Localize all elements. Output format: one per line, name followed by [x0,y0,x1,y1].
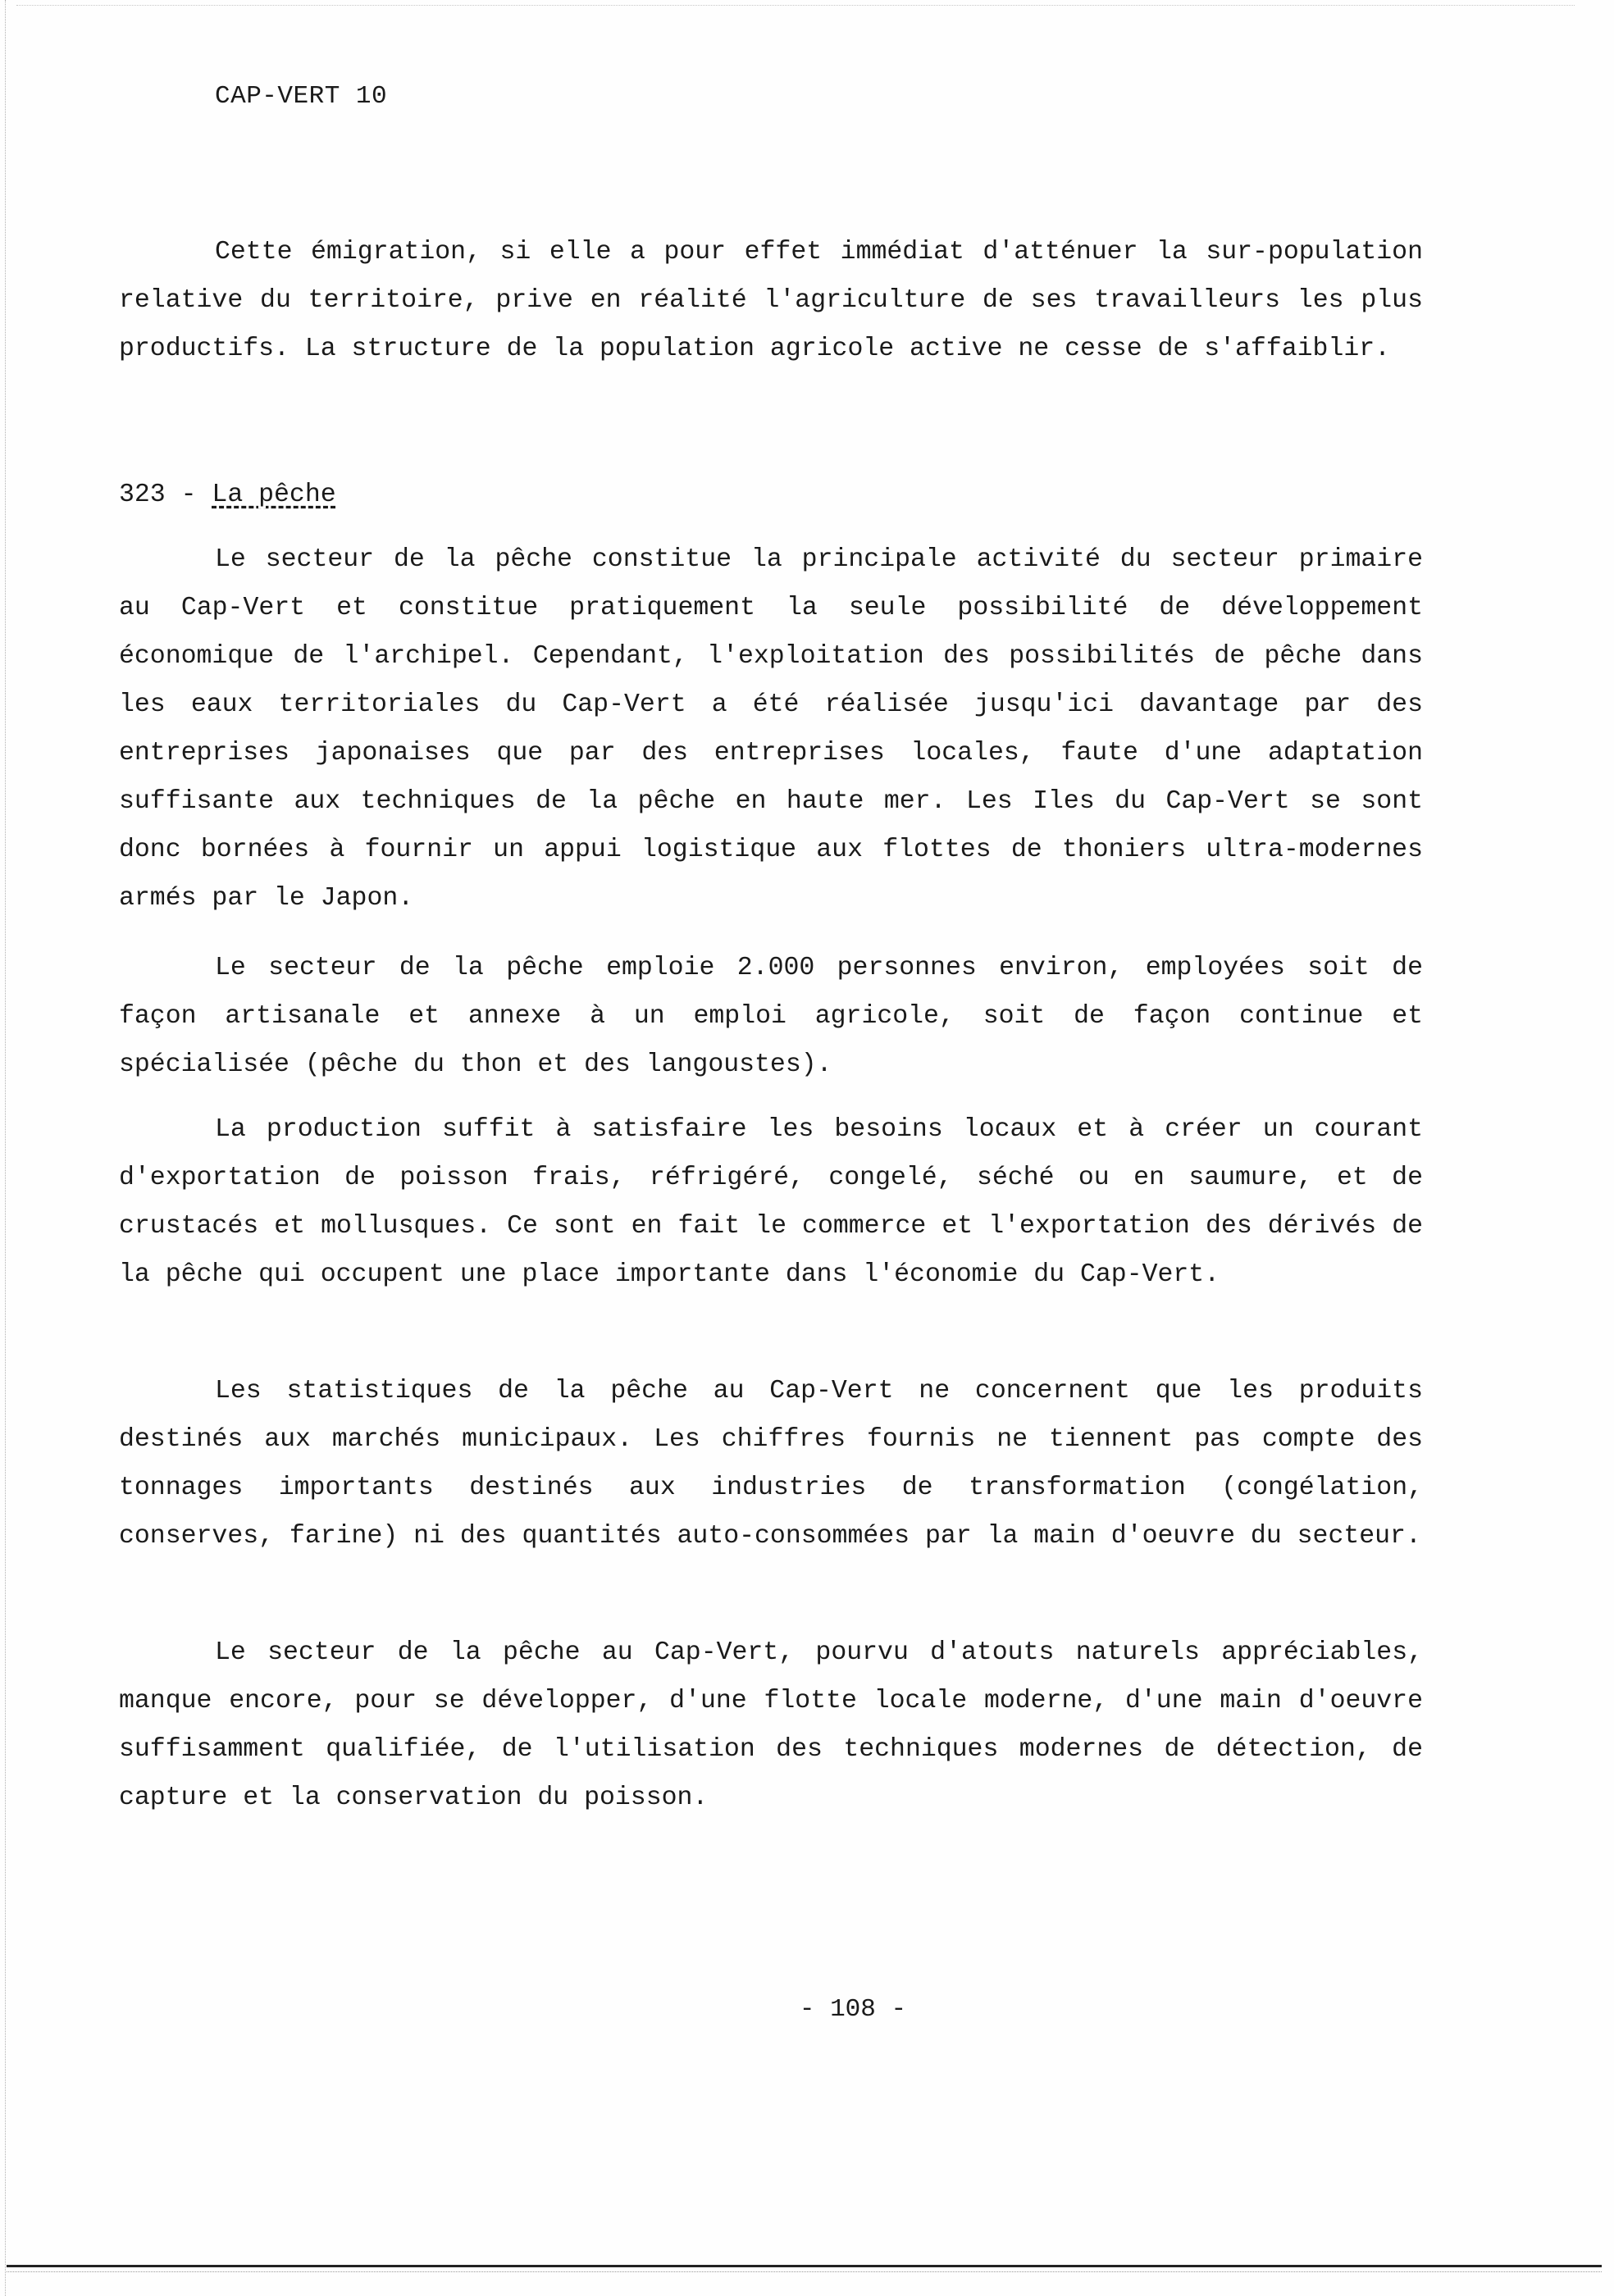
paragraph-statistics: Les statistiques de la pêche au Cap-Vert ne concernent que les produits destinés aux marchés municipaux. Les chiffres fournis ne tiennent pas compte des tonnages importants destinés aux industries de transformation (congélation, conserves, farine) ni des quantités auto-consommées par la main d'oeuvre du secteur. [119,1377,1423,1551]
scan-left-edge [0,0,6,2296]
paragraph-development-needs: Le secteur de la pêche au Cap-Vert, pourvu d'atouts naturels appréciables, manque encore, pour se développer, d'une flotte locale moderne, d'une main d'oeuvre suffisamment qualifiée, de l'utilisation des techniques modernes de détection, de capture et la conservation du poisson. [119,1638,1423,1812]
page-number: - 108 - [799,1995,907,2024]
paragraph-employment: Le secteur de la pêche emploie 2.000 personnes environ, employées soit de façon artisanale et annexe à un emploi agricole, soit de façon continue et spécialisée (pêche du thon et des langoustes). [119,954,1423,1079]
paragraph-fishing-sector: Le secteur de la pêche constitue la principale activité du secteur primaire au Cap-Vert et constitue pratiquement la seule possibilité de développement économique de l'archipel. Cependant, l'exploitation des possibilités de pêche dans les eaux territoriales du Cap-Vert a été réalisée jusqu'ici davantage par des entreprises japonaises que par des entreprises locales, faute d'une adaptation suffisante aux techniques de la pêche en haute mer. Les Iles du Cap-Vert se sont donc bornées à fournir un appui logistique aux flottes de thoniers ultra-modernes armés par le Japon. [119,545,1423,913]
paragraph-emigration: Cette émigration, si elle a pour effet immédiat d'atténuer la sur-population relative du territoire, prive en réalité l'agriculture de ses travailleurs les plus productifs. La structure de la population agricole active ne cesse de s'affaiblir. [119,238,1423,363]
bottom-rule [7,2265,1602,2267]
scan-top-edge [16,5,1575,9]
section-title: La pêche [212,481,336,509]
paragraph-production: La production suffit à satisfaire les besoins locaux et à créer un courant d'exportation de poisson frais, réfrigéré, congelé, séché ou en saumure, et de crustacés et mollusques. Ce sont en fait le commerce et l'exportation des dérivés de la pêche qui occupent une place importante dans l'économie du Cap-Vert. [119,1115,1423,1289]
section-heading [119,471,336,519]
section-number: 323 - [119,481,197,509]
bottom-rule-shadow [7,2271,1602,2272]
running-header: CAP-VERT 10 [215,82,388,111]
